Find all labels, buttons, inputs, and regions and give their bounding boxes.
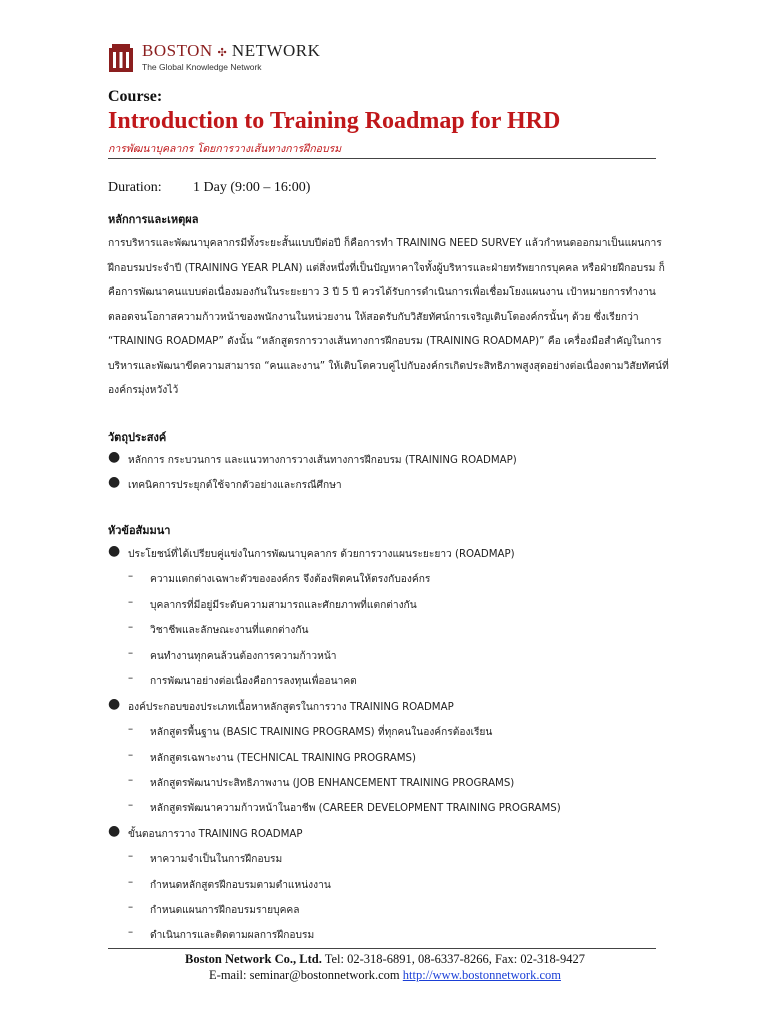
topic-group-title: ขั้นตอนการวาง TRAINING ROADMAP — [128, 829, 303, 840]
paragraph-line: “TRAINING ROADMAP” ดังนั้น “หลักสูตรการวางเส้นทางการฝึกอบรม (TRAINING ROADMAP)” คือ เครื่องมือสำคัญในการ — [108, 335, 662, 347]
dash-icon: – — [128, 902, 134, 913]
dash-icon: – — [128, 851, 134, 862]
dash-icon: – — [128, 622, 134, 633]
company-logo — [108, 42, 320, 76]
course-title: Introduction to Training Roadmap for HRD — [108, 108, 561, 134]
topic-subitem-text: หลักสูตรเฉพาะงาน (TECHNICAL TRAINING PROGRAMS) — [150, 753, 416, 764]
bullet-icon: ● — [108, 474, 121, 490]
paragraph-line: คือการพัฒนาคนแบบต่อเนื่องมองกันในระยะยาว 3 ปี 5 ปี ควรได้รับการดำเนินการเพื่อเชื่อมโยงแผนงาน เป้าหมายการทำงาน — [108, 286, 656, 298]
footer-company: Boston Network Co., Ltd. — [185, 952, 322, 966]
topic-subitem — [128, 750, 416, 766]
building-icon — [108, 42, 134, 72]
bullet-icon: ● — [108, 543, 121, 559]
dash-icon: – — [128, 750, 134, 761]
dash-icon: – — [128, 775, 134, 786]
topic-subitem-text: การพัฒนาอย่างต่อเนื่องคือการลงทุนเพื่ออนาคต — [150, 676, 357, 687]
topic-subitem-text: บุคลากรที่มีอยู่มีระดับความสามารถและศักยภาพที่แตกต่างกัน — [150, 600, 417, 611]
topic-subitem — [128, 622, 309, 638]
dash-icon: – — [128, 571, 134, 582]
topic-subitem-text: วิชาชีพและลักษณะงานที่แตกต่างกัน — [150, 625, 309, 636]
topic-group — [108, 696, 454, 715]
bullet-icon: ● — [108, 696, 121, 712]
duration-row — [108, 180, 311, 196]
footer-phone: Tel: 02-318-6891, 08-6337-8266, Fax: 02-318-9427 — [324, 952, 585, 966]
topic-group-title: ประโยชน์ที่ได้เปรียบคู่แข่งในการพัฒนาบุคลากร ด้วยการวางแผนระยะยาว (ROADMAP) — [128, 549, 515, 560]
bullet-icon: ● — [108, 823, 121, 839]
topic-subitem — [128, 877, 331, 893]
footer-contact — [0, 952, 770, 967]
topic-subitem-text: ความแตกต่างเฉพาะตัวขององค์กร จึงต้องฟิตคนให้ตรงกับองค์กร — [150, 574, 431, 585]
footer-email: E-mail: seminar@bostonnetwork.com — [209, 968, 400, 982]
topics-heading: หัวข้อสัมมนา — [108, 524, 171, 537]
objective-item — [108, 474, 342, 493]
topic-subitem-text: กำหนดแผนการฝึกอบรมรายบุคคล — [150, 905, 300, 916]
rationale-paragraph — [108, 231, 669, 403]
topic-subitem — [128, 851, 283, 867]
dash-icon: – — [128, 877, 134, 888]
topic-group-title: องค์ประกอบของประเภทเนื้อหาหลักสูตรในการวาง TRAINING ROADMAP — [128, 702, 454, 713]
topic-subitem — [128, 597, 417, 613]
topic-subitem-text: หลักสูตรพัฒนาประสิทธิภาพงาน (JOB ENHANCEMENT TRAINING PROGRAMS) — [150, 778, 515, 789]
dash-icon: – — [128, 724, 134, 735]
objectives-heading: วัตถุประสงค์ — [108, 431, 167, 444]
dash-icon: – — [128, 927, 134, 938]
topic-subitem — [128, 648, 337, 664]
bullet-icon: ● — [108, 449, 121, 465]
topic-subitem — [128, 673, 357, 689]
paragraph-line: การบริหารและพัฒนาบุคลากรมีทั้งระยะสั้นแบบปีต่อปี ก็คือการทำ TRAINING NEED SURVEY แล้วกำหนดออกมาเป็นแผนการ — [108, 237, 662, 249]
course-subtitle: การพัฒนาบุคลากร โดยการวางเส้นทางการฝึกอบรม — [108, 143, 342, 155]
brand-name — [142, 42, 320, 62]
course-label: Course: — [108, 88, 163, 105]
duration-label: Duration: — [108, 180, 162, 195]
dash-icon: – — [128, 597, 134, 608]
topic-subitem-text: กำหนดหลักสูตรฝึกอบรมตามตำแหน่งงาน — [150, 880, 331, 891]
topic-group — [108, 823, 303, 842]
topic-subitem-text: หลักสูตรพื้นฐาน (BASIC TRAINING PROGRAMS) ที่ทุกคนในองค์กรต้องเรียน — [150, 727, 493, 738]
dash-icon: – — [128, 648, 134, 659]
paragraph-line: องค์กรมุ่งหวังไว้ — [108, 384, 179, 396]
brand-name-part1: BOSTON — [142, 41, 213, 60]
paragraph-line: บริหารและพัฒนาขีดความสามารถ “คนและงาน” ให้เติบโตควบคู่ไปกับองค์กรเกิดประสิทธิภาพสูงสุดอย่างต่อเนื่องตามวิสัยทัศน์ที่ — [108, 359, 669, 372]
topic-subitem-text: หลักสูตรพัฒนาความก้าวหน้าในอาชีพ (CAREER DEVELOPMENT TRAINING PROGRAMS) — [150, 803, 561, 814]
objective-item — [108, 449, 517, 468]
paragraph-line: ฝึกอบรมประจำปี (TRAINING YEAR PLAN) แต่สิ่งหนึ่งที่เป็นปัญหาคาใจทั้งผู้บริหารและฝ่ายทรัพยากรบุคคล หรือฝ่ายฝึกอบรม ก็ — [108, 261, 665, 274]
brand-separator-icon: ✣ — [217, 47, 228, 59]
footer-email-row — [0, 968, 770, 983]
topic-subitem-text: คนทำงานทุกคนล้วนต้องการความก้าวหน้า — [150, 651, 337, 662]
header-divider — [108, 158, 656, 159]
objective-text: หลักการ กระบวนการ และแนวทางการวางเส้นทางการฝึกอบรม (TRAINING ROADMAP) — [128, 455, 517, 466]
topic-subitem — [128, 571, 431, 587]
rationale-heading: หลักการและเหตุผล — [108, 213, 199, 226]
topic-subitem — [128, 775, 515, 791]
topic-subitem — [128, 800, 561, 816]
topic-group — [108, 543, 515, 562]
brand-name-part2: NETWORK — [231, 41, 321, 60]
topic-subitem — [128, 902, 300, 918]
topic-subitem — [128, 927, 315, 943]
topic-subitem-text: ดำเนินการและติดตามผลการฝึกอบรม — [150, 930, 315, 941]
paragraph-line: ตลอดจนโอกาสความก้าวหน้าของพนักงานในหน่วยงาน ให้สอดรับกับวิสัยทัศน์การเจริญเติบโตองค์กรนั้นๆ ด้วย ซึ่งเรียกว่า — [108, 310, 639, 323]
objective-text: เทคนิคการประยุกต์ใช้จากตัวอย่างและกรณีศึกษา — [128, 480, 342, 491]
brand-tagline: The Global Knowledge Network — [142, 62, 262, 72]
topic-subitem — [128, 724, 493, 740]
dash-icon: – — [128, 673, 134, 684]
footer-website-link[interactable]: http://www.bostonnetwork.com — [402, 968, 561, 982]
footer-divider — [108, 948, 656, 949]
topic-subitem-text: หาความจำเป็นในการฝึกอบรม — [150, 854, 283, 865]
dash-icon: – — [128, 800, 134, 811]
duration-value: 1 Day (9:00 – 16:00) — [193, 180, 311, 195]
